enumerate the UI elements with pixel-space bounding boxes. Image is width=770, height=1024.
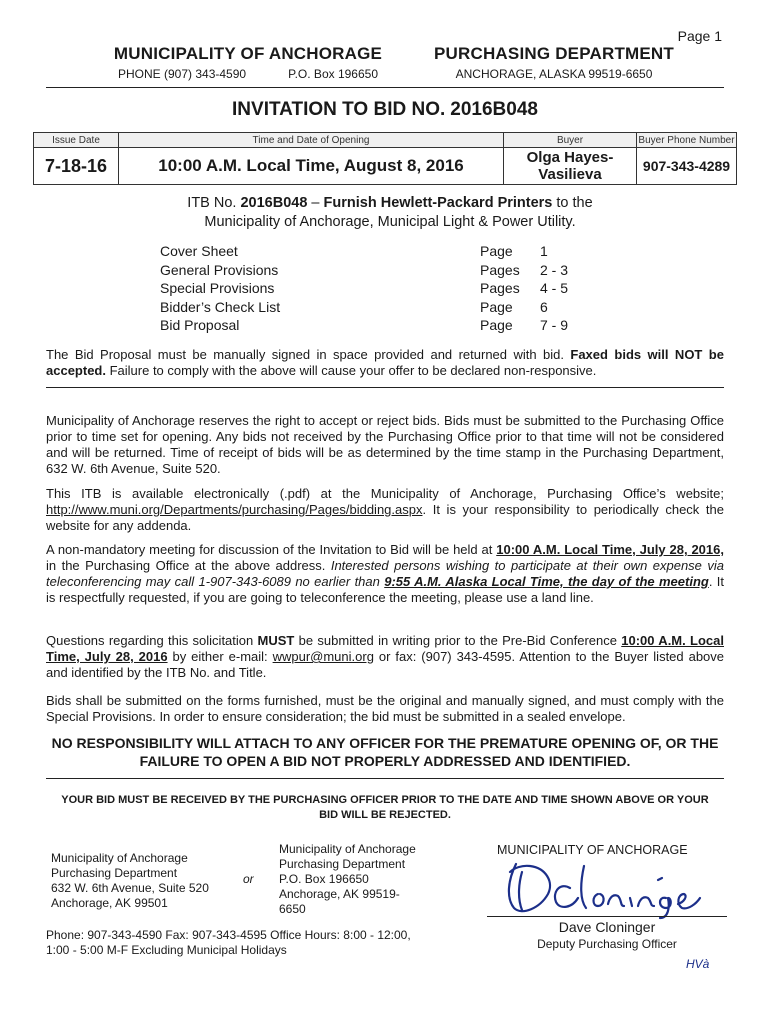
section-divider: [46, 387, 724, 388]
signer-name: Dave Cloninger: [558, 919, 656, 935]
call-time: 9:55 A.M. Alaska Local Time, the day of the meeting: [384, 574, 709, 589]
contents-section: General Provisions: [160, 261, 279, 278]
signature-stroke: [555, 886, 578, 907]
department-header: [420, 44, 688, 81]
proposal-note-bold: Faxed bids will NOT be accepted.: [46, 347, 724, 378]
meeting-italic: Interested persons wishing to participate at their own expense via teleconferencing may call 1-907-343-6089 no earlier than: [46, 558, 724, 589]
subject-prefix: ITB No.: [187, 195, 241, 211]
proposal-note-text2: Failure to comply with the above will cause your offer to be declared non-responsive.: [105, 363, 597, 378]
bid-table-value-row: [34, 148, 737, 185]
buyer-phone-value: 907-343-4289: [637, 148, 737, 185]
mailing-address: [279, 842, 416, 917]
deadline-notice: YOUR BID MUST BE RECEIVED BY THE PURCHASING OFFICER PRIOR TO THE DATE AND TIME SHOWN ABOVE OR YOUR BID WILL BE REJECTED.: [61, 794, 709, 821]
subject-line2: Municipality of Anchorage, Municipal Light & Power Utility.: [204, 214, 576, 230]
buyer-name-line2: Vasilieva: [538, 166, 602, 183]
street-address-line1: Municipality of Anchorage: [51, 851, 188, 865]
or-label: or: [243, 872, 254, 886]
contents-pages: 7 - 9: [540, 317, 569, 333]
contents-page-label: Pages: [480, 261, 520, 278]
list-item: [160, 316, 568, 335]
list-item: [160, 298, 568, 317]
meeting-text1: A non-mandatory meeting for discussion of the Invitation to Bid will be held at: [46, 542, 497, 557]
signature-stroke: [594, 894, 604, 906]
title-dot: .: [439, 99, 446, 120]
title-prefix: INVITATION TO BID NO: [232, 99, 440, 120]
mailing-address-line5: 6650: [279, 902, 306, 916]
mailing-address-line4: Anchorage, AK 99519-: [279, 887, 400, 901]
page-number: Page 1: [677, 28, 722, 44]
issue-date-label: Issue Date: [34, 133, 119, 148]
street-address-line4: Anchorage, AK 99501: [51, 896, 168, 910]
meeting-text2: in the Purchasing Office at the above address.: [46, 558, 331, 573]
questions-text4: or fax: (907) 343-4595. Attention to the Buyer listed above and identified by the ITB No. and Title.: [46, 649, 725, 680]
contents-pages: 2 - 3: [540, 261, 569, 278]
contents-pages: 6: [540, 298, 548, 315]
mailing-address-line1: Municipality of Anchorage: [279, 842, 416, 856]
bid-info-table: [33, 132, 737, 185]
contents-page-label: Page: [480, 298, 513, 315]
mailing-address-line2: Purchasing Department: [279, 857, 406, 871]
signature-org: MUNICIPALITY OF ANCHORAGE: [497, 843, 688, 857]
notice-divider: [46, 778, 724, 779]
signature-stroke: [638, 897, 654, 906]
dept-city-state: ANCHORAGE, ALASKA 99519-6650: [455, 67, 653, 81]
signature-stroke: [608, 895, 624, 906]
dept-name: PURCHASING DEPARTMENT: [433, 44, 674, 63]
list-item: [160, 242, 568, 261]
municipality-header: [108, 44, 388, 81]
opening-value: 10:00 A.M. Local Time, August 8, 2016: [119, 148, 504, 185]
signature-stroke: [581, 866, 586, 908]
subject-title: Furnish Hewlett-Packard Printers: [323, 195, 553, 211]
subject-dash: –: [307, 195, 324, 211]
electronic-text2: . It is your responsibility to periodically check the website for any addenda.: [46, 502, 724, 533]
meeting-text3: . It is respectfully requested, if you are going to teleconference the meeting, please use a land line.: [46, 574, 724, 605]
handwritten-initials: HVà: [686, 957, 710, 971]
subject-suffix: to the: [552, 195, 593, 211]
meeting-time: 10:00 A.M. Local Time, July 28, 2016,: [496, 542, 724, 557]
signature-stroke: [519, 872, 522, 910]
questions-text3: by either e-mail:: [167, 649, 273, 664]
questions-text1: Questions regarding this solicitation: [46, 633, 258, 648]
responsibility-notice: NO RESPONSIBILITY WILL ATTACH TO ANY OFFICER FOR THE PREMATURE OPENING OF, OR THE FAILURE TO OPEN A BID NOT PROPERLY ADDRESSED AND IDENTIFIED.: [51, 735, 719, 769]
electronic-paragraph: [46, 486, 724, 534]
list-item: [160, 261, 568, 280]
issue-date-value: 7-18-16: [34, 148, 119, 185]
signer-title: Deputy Purchasing Officer: [537, 937, 677, 951]
bid-table-header-row: [34, 133, 737, 148]
header-divider: [46, 87, 724, 88]
proposal-note-text1: The Bid Proposal must be manually signed in space provided and returned with bid.: [46, 347, 571, 362]
signature-image: [500, 858, 710, 920]
signature-stroke: [660, 898, 671, 918]
reserves-paragraph: Municipality of Anchorage reserves the right to accept or reject bids. Bids must be submitted to the Purchasing Office prior to time set for opening. Any bids not received by the Purchasing Office prior to that time will not be considered and will be returned. Time of receipt of bids will be as determined by the time stamp in the Purchasing Department, 632 W. 6th Avenue, Suite 520.: [46, 413, 724, 476]
signature-stroke: [658, 878, 662, 880]
org-po-box: P.O. Box 196650: [288, 67, 378, 81]
list-item: [160, 279, 568, 298]
contents-section: Bid Proposal: [160, 317, 240, 333]
signature-stroke: [509, 864, 550, 911]
contents-page-label: Page: [480, 243, 513, 259]
itb-subject: [150, 194, 630, 232]
email-link[interactable]: wwpur@muni.org: [272, 649, 374, 664]
contents-list: [160, 242, 568, 335]
contents-pages: 1: [540, 243, 548, 259]
street-address-line2: Purchasing Department: [51, 866, 178, 880]
questions-text2: be submitted in writing prior to the Pre-Bid Conference: [294, 633, 622, 648]
opening-label: Time and Date of Opening: [119, 133, 504, 148]
meeting-paragraph: [46, 542, 724, 606]
contents-section: Bidder’s Check List: [160, 298, 281, 315]
contents-page-label: Pages: [480, 280, 520, 296]
questions-must: MUST: [257, 633, 295, 648]
contents-section: Special Provisions: [160, 280, 275, 296]
mailing-address-line3: P.O. Box 196650: [279, 872, 369, 886]
contents-pages: 4 - 5: [540, 280, 569, 296]
buyer-label: Buyer: [504, 133, 637, 148]
electronic-text1: This ITB is available electronically (.pdf) at the Municipality of Anchorage, Purchasing Office’s website;: [46, 486, 724, 501]
questions-paragraph: [46, 633, 724, 681]
org-name: MUNICIPALITY OF ANCHORAGE: [113, 44, 383, 63]
org-phone: PHONE (907) 343-4590: [118, 67, 247, 81]
subject-itb-no: 2016B048: [240, 195, 308, 211]
page-title: [0, 99, 770, 121]
contents-page-label: Page: [480, 317, 513, 333]
footer-contact: Phone: 907-343-4590 Fax: 907-343-4595 Office Hours: 8:00 - 12:00, 1:00 - 5:00 M-F Excluding Municipal Holidays: [46, 928, 411, 957]
title-number: 2016B048: [450, 99, 538, 120]
buyer-value: [504, 148, 637, 185]
website-link[interactable]: http://www.muni.org/Departments/purchasing/Pages/bidding.aspx: [46, 502, 423, 517]
contents-section: Cover Sheet: [160, 243, 238, 259]
buyer-phone-label: Buyer Phone Number: [638, 134, 735, 146]
bid-proposal-note: [46, 347, 724, 379]
street-address-line3: 632 W. 6th Avenue, Suite 520: [51, 881, 209, 895]
signature-stroke: [630, 898, 632, 906]
forms-paragraph: Bids shall be submitted on the forms furnished, must be the original and manually signed, and must comply with the Special Provisions. In order to ensure consideration; the bid must be submitted in a sealed envelope.: [46, 693, 724, 724]
signature-line: [487, 916, 727, 917]
street-address: [51, 851, 209, 911]
signature-stroke: [678, 894, 700, 908]
buyer-name-line1: Olga Hayes-: [526, 149, 614, 166]
conference-time: 10:00 A.M. Local Time, July 28, 2016: [46, 633, 724, 664]
